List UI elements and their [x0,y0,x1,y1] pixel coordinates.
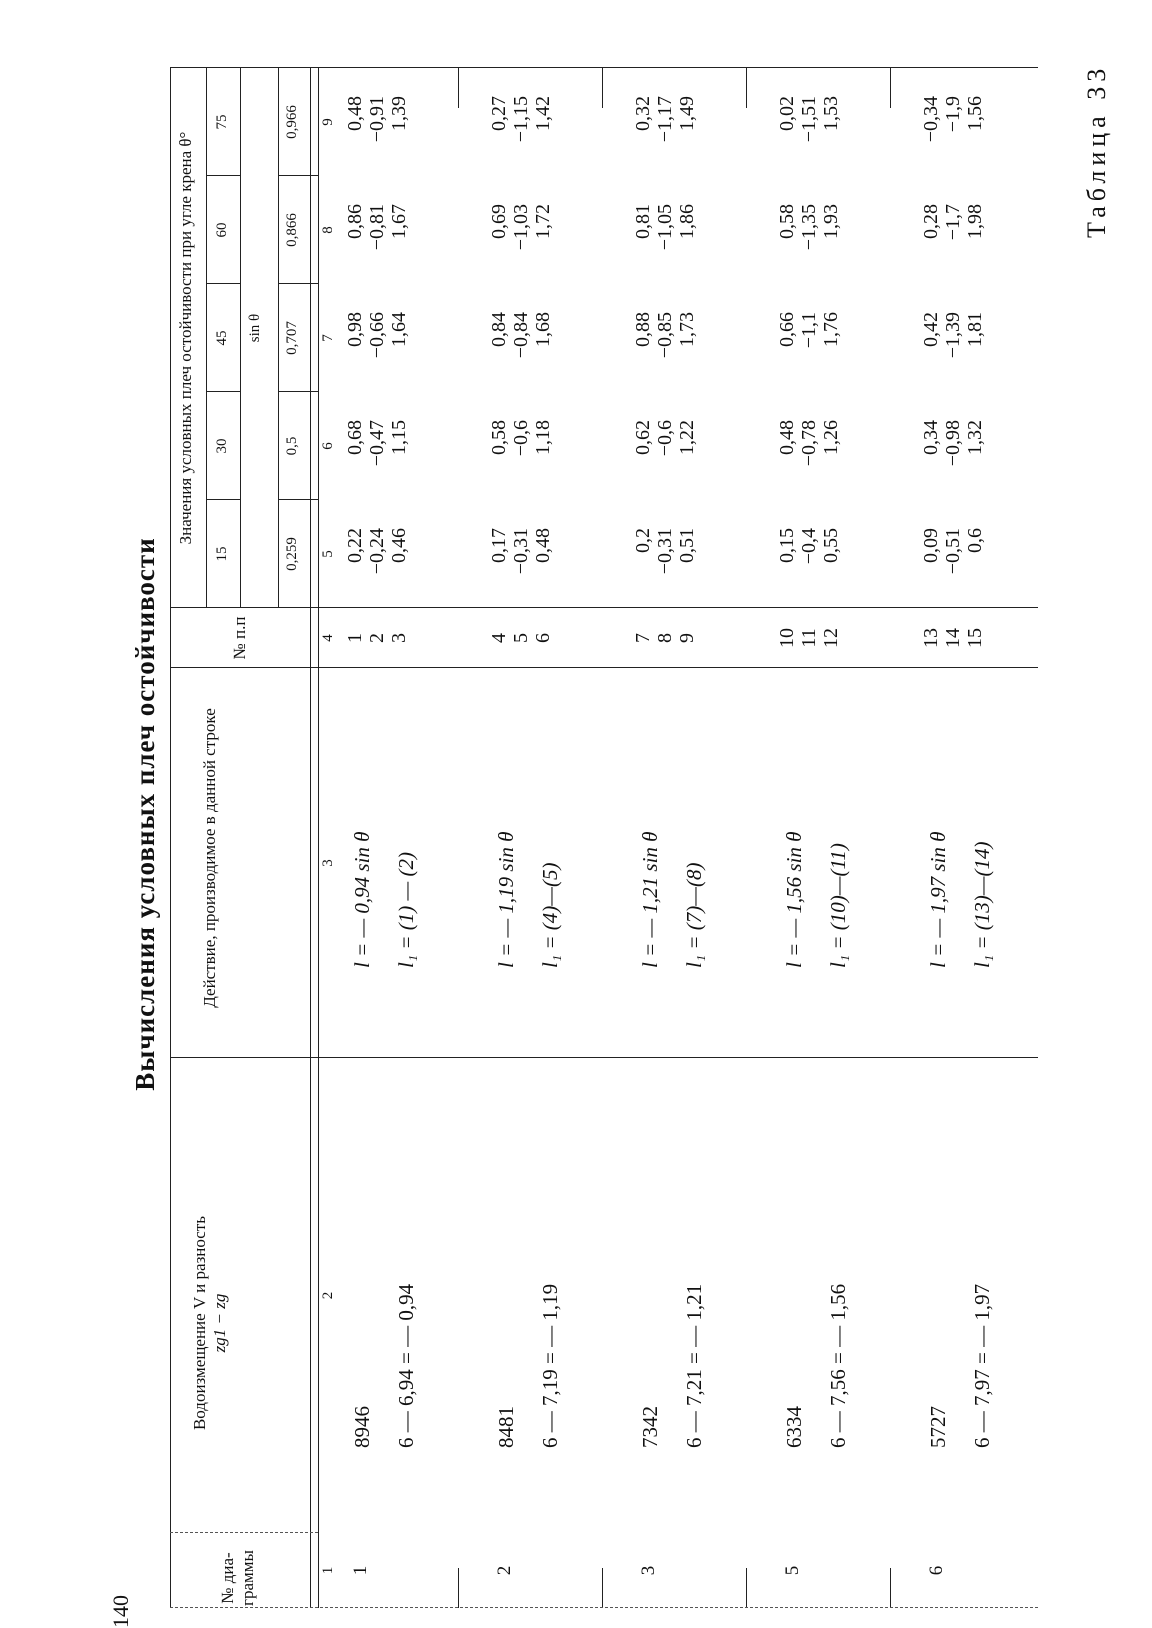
stability-value: 0,32 [632,96,654,131]
table-title: Вычисления условных плеч остойчивости [130,537,160,1091]
stability-values [488,312,554,382]
stability-value: −1,1 [798,312,820,349]
stability-value: −0,24 [366,528,388,575]
stability-value: 0,62 [632,420,654,455]
stability-value: 0,46 [388,528,410,563]
stability-values [776,312,842,382]
header-angle: 30 [214,438,230,454]
header-diagram-number: № диа-граммы [218,1550,257,1606]
stability-value: 0,48 [776,420,798,455]
grid-line-h [318,68,319,1608]
stability-table [170,68,1048,1608]
row-number: 5 [510,633,532,643]
row-number: 3 [388,633,410,643]
header-angle: 45 [214,330,230,346]
stability-value: 0,34 [920,420,942,455]
action-formula: l = — 0,94 sin θ [350,831,374,968]
stability-value: 0,17 [488,528,510,563]
stability-value: 1,86 [676,204,698,239]
diagram-number: 2 [494,1565,515,1576]
stability-value: 1,56 [964,96,986,131]
row-numbers [632,608,698,668]
stability-value: 0,66 [776,312,798,347]
grid-line-v [170,1057,1038,1058]
stability-value: 1,98 [964,204,986,239]
action-difference: l₁ = (4)—(5) [538,862,562,968]
grid-line-h [746,1568,747,1608]
stability-value: 1,68 [532,312,554,347]
stability-value: 0,15 [776,528,798,563]
volume-value: 6334 [782,1406,806,1448]
action-formula: l = — 1,56 sin θ [782,831,806,968]
action-formula: l = — 1,97 sin θ [926,831,950,968]
volume-value: 8481 [494,1406,518,1448]
stability-value: −0,4 [798,528,820,565]
stability-value: 0,84 [488,312,510,347]
diagram-number: 5 [782,1565,803,1576]
grid-line-v [278,391,318,392]
stability-value: −1,15 [510,96,532,143]
stability-values [344,96,410,166]
stability-value: 0,86 [344,204,366,239]
stability-values [632,528,698,598]
stability-value: 1,53 [820,96,842,131]
stability-value: 0,28 [920,204,942,239]
action-formula: l = — 1,21 sin θ [638,831,662,968]
header-column-number: 8 [320,226,336,234]
stability-value: 0,2 [632,528,654,553]
z-difference: 6 — 7,97 = — 1,97 [970,1283,994,1448]
stability-value: 1,67 [388,204,410,239]
stability-value: 0,68 [344,420,366,455]
header-column-number: 4 [320,634,336,642]
stability-value: 1,22 [676,420,698,455]
grid-line-v [206,391,240,392]
stability-value: 1,15 [388,420,410,455]
grid-line-h [310,68,311,1608]
header-sin-value: 0,5 [284,436,300,456]
stability-values [920,204,986,274]
stability-value: −0,34 [920,96,942,143]
stability-value: −0,98 [942,420,964,467]
row-number: 6 [532,633,554,643]
header-column-number: 6 [320,442,336,450]
grid-line-h [240,68,241,608]
grid-line-v [278,175,318,176]
stability-value: 1,73 [676,312,698,347]
stability-values [920,420,986,490]
stability-value: 1,81 [964,312,986,347]
stability-value: −0,31 [654,528,676,575]
stability-value: 1,18 [532,420,554,455]
grid-line-h [890,1568,891,1608]
stability-values [632,204,698,274]
header-sin-value: 0,707 [284,321,300,355]
header-action: Действие, производимое в данной строке [200,708,219,1008]
stability-value: −0,31 [510,528,532,575]
row-numbers [488,608,554,668]
volume-value: 8946 [350,1406,374,1448]
z-difference: 6 — 7,21 = — 1,21 [682,1283,706,1448]
stability-values [776,420,842,490]
header-angle: 15 [214,546,230,562]
header-volume-line1: Водоизмещение V и разность [190,1215,209,1431]
row-number: 7 [632,633,654,643]
grid-line-h [170,68,171,1608]
action-difference: l₁ = (13)—(14) [970,841,994,968]
stability-values [344,420,410,490]
stability-value: −1,03 [510,204,532,251]
action-difference: l₁ = (1) — (2) [394,852,418,968]
z-difference: 6 — 7,19 = — 1,19 [538,1283,562,1448]
grid-line-v [170,667,1038,668]
row-number: 14 [942,628,964,648]
grid-line-h [206,68,207,608]
volume-value: 5727 [926,1406,950,1448]
header-angle: 75 [214,114,230,130]
header-sin-value: 0,966 [284,105,300,139]
stability-value: 1,26 [820,420,842,455]
row-numbers [920,608,986,668]
row-numbers [344,608,410,668]
stability-values [488,96,554,166]
stability-value: −1,7 [942,204,964,241]
row-numbers [776,608,842,668]
stability-values [488,204,554,274]
stability-value: 1,42 [532,96,554,131]
stability-value: 1,76 [820,312,842,347]
stability-values [632,420,698,490]
stability-value: −0,6 [510,420,532,457]
stability-value: 0,02 [776,96,798,131]
stability-value: 1,72 [532,204,554,239]
stability-value: 0,09 [920,528,942,563]
stability-value: −0,51 [942,528,964,575]
row-number: 12 [820,628,842,648]
stability-value: 0,51 [676,528,698,563]
stability-value: −0,6 [654,420,676,457]
grid-line-h [278,68,279,608]
diagram-number: 1 [350,1565,371,1576]
stability-value: 1,49 [676,96,698,131]
table-label: Таблица 33 [1082,63,1111,238]
stability-value: −1,39 [942,312,964,359]
stability-value: 0,58 [488,420,510,455]
stability-value: 1,39 [388,96,410,131]
header-volume-line2: zg1 − zg [209,1293,229,1353]
row-number: 2 [366,633,388,643]
grid-line-v [206,499,240,500]
stability-values [920,312,986,382]
stability-value: −0,84 [510,312,532,359]
stability-value: 0,69 [488,204,510,239]
stability-value: 0,22 [344,528,366,563]
stability-values [920,96,986,166]
grid-line-v [170,1532,318,1533]
diagram-number: 6 [926,1565,947,1576]
header-values-group: Значения условных плеч остойчивости при угле крена θ° [176,131,195,545]
header-column-number: 1 [320,1566,336,1575]
header-angle: 60 [214,222,230,238]
grid-line-v [170,607,1038,608]
action-formula: l = — 1,19 sin θ [494,831,518,968]
stability-value: −1,17 [654,96,676,143]
stability-value: 1,64 [388,312,410,347]
grid-line-h [458,1568,459,1608]
grid-line-v [278,283,318,284]
stability-value: 0,88 [632,312,654,347]
stability-values [776,204,842,274]
stability-values [920,528,986,598]
stability-value: −1,9 [942,96,964,133]
stability-values [488,528,554,598]
grid-line-h [602,1568,603,1608]
action-difference: l₁ = (10)—(11) [826,843,850,968]
row-number: 8 [654,633,676,643]
stability-value: −0,47 [366,420,388,467]
volume-value: 7342 [638,1406,662,1448]
z-difference: 6 — 6,94 = — 0,94 [394,1283,418,1448]
header-sin-label: sin θ [247,313,263,343]
header-column-number: 9 [320,118,336,126]
grid-line-v [170,1607,1038,1608]
grid-line-v [170,67,1038,68]
stability-values [632,312,698,382]
page-number: 140 [108,1595,133,1628]
header-column-number: 7 [320,334,336,342]
stability-value: 0,48 [532,528,554,563]
row-number: 4 [488,633,510,643]
grid-line-v [278,499,318,500]
stability-value: 1,93 [820,204,842,239]
stability-value: −1,35 [798,204,820,251]
header-column-number: 5 [320,550,336,558]
stability-value: −1,51 [798,96,820,143]
grid-line-h [458,68,459,108]
stability-value: 0,98 [344,312,366,347]
row-number: 9 [676,633,698,643]
z-difference: 6 — 7,56 = — 1,56 [826,1283,850,1448]
stability-values [632,96,698,166]
header-sin-value: 0,866 [284,213,300,247]
stability-value: −0,91 [366,96,388,143]
stability-value: 0,81 [632,204,654,239]
stability-values [344,312,410,382]
row-number: 10 [776,628,798,648]
header-column-number: 2 [320,1291,336,1300]
stability-value: −1,05 [654,204,676,251]
stability-values [776,96,842,166]
stability-values [344,204,410,274]
stability-value: −0,85 [654,312,676,359]
stability-value: 0,55 [820,528,842,563]
stability-values [776,528,842,598]
row-number: 13 [920,628,942,648]
stability-value: 0,58 [776,204,798,239]
grid-line-h [602,68,603,108]
stability-value: 0,48 [344,96,366,131]
action-difference: l₁ = (7)—(8) [682,862,706,968]
stability-value: −0,78 [798,420,820,467]
stability-value: 0,6 [964,528,986,553]
stability-value: 1,32 [964,420,986,455]
stability-value: −0,81 [366,204,388,251]
diagram-number: 3 [638,1565,659,1576]
header-volume [190,1128,229,1518]
grid-line-h [890,68,891,108]
grid-line-v [206,283,240,284]
row-number: 1 [344,633,366,643]
header-sin-value: 0,259 [284,537,300,571]
stability-value: 0,27 [488,96,510,131]
grid-line-v [206,175,240,176]
header-nn: № п.п [230,616,249,660]
stability-values [344,528,410,598]
stability-values [488,420,554,490]
stability-value: −0,66 [366,312,388,359]
row-number: 15 [964,628,986,648]
stability-value: 0,42 [920,312,942,347]
header-column-number: 3 [320,859,336,867]
row-number: 11 [798,628,820,648]
grid-line-h [746,68,747,108]
